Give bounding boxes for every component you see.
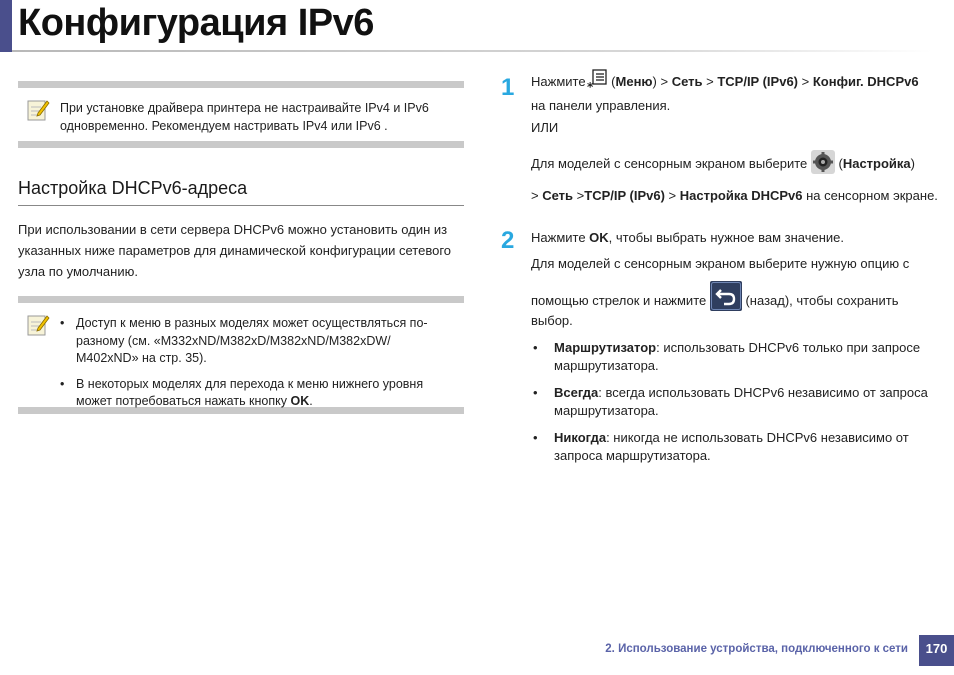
step1-settings: Настройка	[842, 155, 911, 171]
step1-paren-open: (	[607, 73, 616, 89]
dhcp-option-item	[531, 339, 941, 375]
option-router-text: : использовать DHCPv6 только при запросе маршрутизатора.	[554, 340, 921, 373]
step1-touch-network: Сеть	[542, 188, 574, 203]
settings-gear-icon	[811, 150, 835, 179]
step2-ok: OK	[589, 230, 609, 245]
step1-touch-gt1: >	[531, 188, 543, 203]
option-router-label: Маршрутизатор	[554, 340, 657, 355]
dhcp-option-item	[531, 429, 941, 465]
note-driver-text: При установке драйвера принтера не настраивайте IPv4 и IPv6 одновременно. Рекомендуем настривать IPv4 или IPv6 .	[60, 101, 429, 133]
menu-icon	[586, 68, 608, 97]
step1-press: Нажмите	[531, 73, 586, 89]
step1-touch-prefix: Для моделей с сенсорным экраном выберите	[531, 155, 808, 171]
step1-touch-suffix: на сенсорном экране.	[802, 188, 938, 203]
option-never-text: : никогда не использовать DHCPv6 независимо от запроса маршрутизатора.	[554, 430, 909, 463]
step2-touch-line2a: помощью стрелок и нажмите	[531, 292, 707, 308]
step1-or: ИЛИ	[531, 120, 559, 135]
step1-network: Сеть	[671, 73, 703, 89]
step1-tcpip: TCP/IP (IPv6)	[717, 73, 799, 89]
step1-instruction	[531, 68, 941, 115]
footer-chapter: 2. Использование устройства, подключенного к сети	[605, 643, 908, 655]
step2-instruction	[531, 229, 941, 247]
step1-touch-instruction	[531, 150, 941, 205]
page-title: Конфигурация IPv6	[18, 2, 374, 44]
dhcp-option-list	[531, 339, 941, 474]
note-menu-list	[60, 315, 450, 419]
step2-touch-line3: выбор.	[531, 313, 573, 328]
note-pencil-icon	[26, 98, 50, 122]
ok-key-label: OK	[290, 394, 310, 408]
step1-sep1: >	[702, 73, 718, 89]
step1-sep2: >	[798, 73, 813, 89]
title-divider	[12, 50, 932, 52]
note-menu-item-end: .	[309, 394, 313, 408]
note-menu-item-text: Доступ к меню в разных моделях может осуществляться по-разному (см. «M332xND/M382xD/M382xND/M382xDW/ M402xND» на стр. 35).	[76, 316, 428, 365]
step1-menu: Меню	[615, 73, 653, 89]
note-box-menu	[18, 296, 464, 414]
step1-touch-gt3: >	[664, 188, 680, 203]
section-divider	[18, 205, 464, 206]
svg-text:*: *	[586, 80, 593, 92]
note-box-driver	[18, 81, 464, 148]
step1-panel: на панели управления.	[531, 98, 671, 113]
step1-settings-close: )	[910, 155, 915, 171]
step1-settings-open: (	[834, 155, 843, 171]
step1-touch-tcpip: TCP/IP (IPv6)	[584, 188, 665, 203]
option-never-label: Никогда	[554, 430, 607, 445]
step1-config: Конфиг. DHCPv6	[812, 73, 919, 89]
note-menu-item-text: В некоторых моделях для перехода к меню нижнего уровня может потребоваться нажать кнопку	[76, 376, 424, 408]
step1-touch-gt2: >	[573, 188, 585, 203]
page-number: 170	[919, 635, 954, 666]
step2-press: Нажмите	[531, 230, 590, 245]
title-accent-bar	[0, 0, 12, 52]
option-always-text: : всегда использовать DHCPv6 независимо от запроса маршрутизатора.	[554, 385, 928, 418]
option-always-label: Всегда	[554, 385, 599, 400]
step-number-2: 2	[501, 227, 515, 254]
note-menu-item	[60, 376, 450, 411]
step1-paren-close: ) >	[652, 73, 672, 89]
step-number-1: 1	[501, 74, 515, 101]
dhcp-option-item	[531, 384, 941, 420]
step1-touch-config: Настройка DHCPv6	[679, 188, 803, 203]
back-arrow-icon	[710, 281, 742, 322]
step2-press-suffix: , чтобы выбрать нужное вам значение.	[608, 230, 844, 245]
section-title: Настройка DHCPv6-адреса	[18, 178, 248, 198]
section-intro: При использовании в сети сервера DHCPv6 можно установить один из указанных ниже параметров для динамической конфигурации сетевого узла по умолчанию.	[18, 222, 452, 279]
note-menu-item	[60, 315, 450, 368]
step2-touch-line2b: (назад), чтобы сохранить	[741, 292, 899, 308]
step2-touch-line1: Для моделей с сенсорным экраном выберите нужную опцию с	[531, 256, 910, 271]
note-pencil-icon	[26, 313, 50, 337]
step2-touch-line2	[531, 281, 941, 322]
